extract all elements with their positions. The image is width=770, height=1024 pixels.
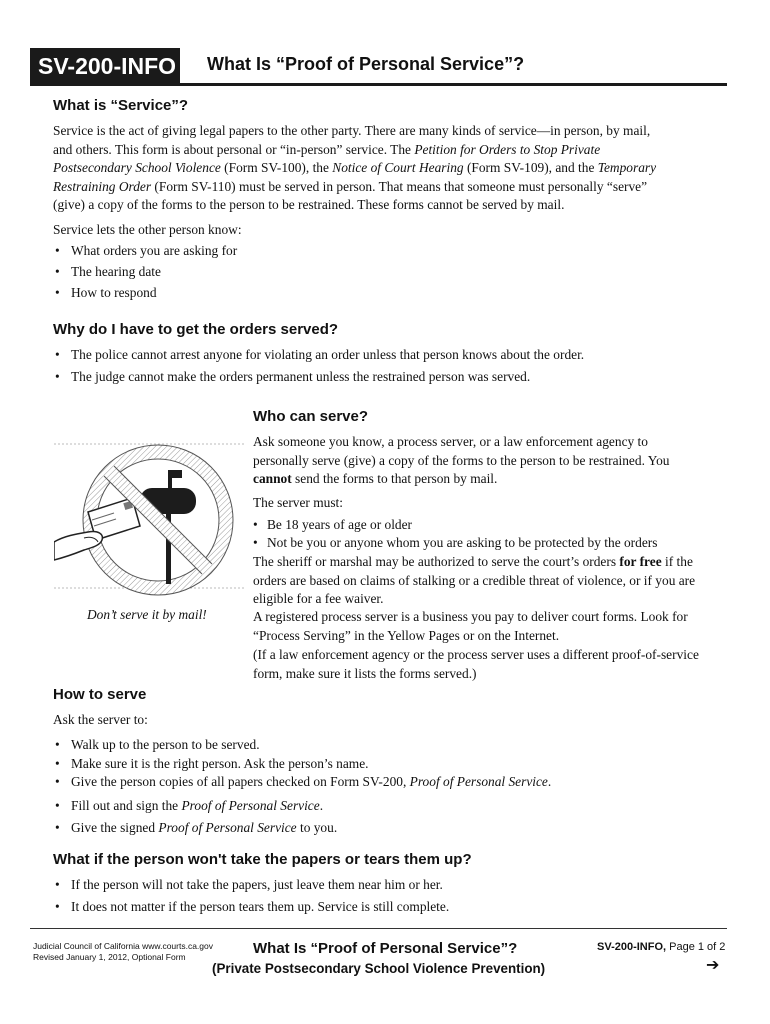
list-item: • How to respond — [55, 285, 157, 300]
list-item: • Give the signed Proof of Personal Service to you. — [55, 820, 338, 835]
heading-refuse: What if the person won't take the papers or tears them up? — [53, 851, 472, 868]
next-page-arrow-icon: ➔ — [706, 955, 720, 974]
bullet-icon: • — [253, 517, 258, 532]
list-item: • If the person will not take the papers, just leave them near him or her. — [55, 877, 443, 892]
title-divider — [30, 83, 727, 86]
list-item: • What orders you are asking for — [55, 243, 238, 258]
server-must: The server must: — [253, 495, 343, 510]
bullet-icon: • — [55, 285, 60, 300]
who-paragraph: Ask someone you know, a process server, or a law enforcement agency to personally serve (give) a copy of the forms to the person to be restrained. You cannot send the forms to that person by mail. — [253, 434, 670, 486]
list-item: • The police cannot arrest anyone for violating an order unless that person knows about the order. — [55, 347, 585, 362]
bullet-icon: • — [55, 347, 60, 362]
heading-what-is-service: What is “Service”? — [53, 97, 189, 114]
list-item: • Make sure it is the right person. Ask the person’s name. — [55, 756, 369, 771]
bullet-icon: • — [55, 820, 60, 835]
list-item: • The hearing date — [55, 264, 161, 279]
list-item: • Not be you or anyone whom you are asking to be protected by the orders — [253, 535, 658, 550]
sheriff-paragraph: The sheriff or marshal may be authorized to serve the court’s orders for free if the orders are based on claims of stalking or a credible threat of violence, or if you are eligible for a fee waiver. — [253, 554, 696, 606]
no-mail-illustration — [54, 440, 246, 606]
bullet-icon: • — [55, 243, 60, 258]
footer-divider — [30, 928, 727, 929]
bullet-icon: • — [55, 264, 60, 279]
list-item: • Fill out and sign the Proof of Personal Service. — [55, 798, 324, 813]
list-item: • Give the person copies of all papers checked on Form SV-200, Proof of Personal Service. — [55, 774, 552, 789]
footer-page-number: SV-200-INFO, Page 1 of 2 — [597, 941, 726, 953]
illustration-caption: Don’t serve it by mail! — [87, 607, 207, 622]
service-lets-know: Service lets the other person know: — [53, 222, 242, 237]
heading-why-served: Why do I have to get the orders served? — [53, 321, 339, 338]
page-title: What Is “Proof of Personal Service”? — [207, 54, 525, 74]
footer-subtitle: (Private Postsecondary School Violence Prevention) — [212, 961, 546, 976]
footer-council: Judicial Council of California www.courts.ca.gov — [33, 941, 213, 951]
form-id-badge: SV-200-INFO — [30, 48, 180, 85]
process-server-paragraph: A registered process server is a business you pay to deliver court forms. Look for “Process Serving” in the Yellow Pages or on the Internet. — [253, 609, 688, 643]
law-enforcement-paragraph: (If a law enforcement agency or the process server uses a different proof-of-service form, make sure it lists the forms served.) — [253, 647, 699, 681]
bullet-icon: • — [55, 756, 60, 771]
bullet-icon: • — [253, 535, 258, 550]
list-item: • It does not matter if the person tears them up. Service is still complete. — [55, 899, 450, 914]
footer-title: What Is “Proof of Personal Service”? — [253, 940, 518, 957]
bullet-icon: • — [55, 369, 60, 384]
bullet-icon: • — [55, 899, 60, 914]
bullet-icon: • — [55, 798, 60, 813]
list-item: • Walk up to the person to be served. — [55, 737, 260, 752]
list-item: • The judge cannot make the orders permanent unless the restrained person was served. — [55, 369, 531, 384]
how-intro: Ask the server to: — [53, 712, 148, 727]
heading-how-to-serve: How to serve — [53, 686, 147, 703]
footer-revised: Revised January 1, 2012, Optional Form — [33, 952, 186, 962]
service-paragraph: Service is the act of giving legal papers to the other party. There are many kinds of service—in person, by mail, and others. This form is about personal or “in-person” service. The Petition for Orders to Stop Private Postsecondary School Violence (Form SV-100), the Notice of Court Hearing (Form SV-109), and the Temporary Restraining Order (Form SV-110) must be served in person. That means that someone must personally “serve” (give) a copy of the forms to the person to be restrained. These forms cannot be served by mail. — [53, 123, 657, 212]
bullet-icon: • — [55, 774, 60, 789]
heading-who-can-serve: Who can serve? — [253, 408, 369, 425]
bullet-icon: • — [55, 737, 60, 752]
bullet-icon: • — [55, 877, 60, 892]
list-item: • Be 18 years of age or older — [253, 517, 413, 532]
